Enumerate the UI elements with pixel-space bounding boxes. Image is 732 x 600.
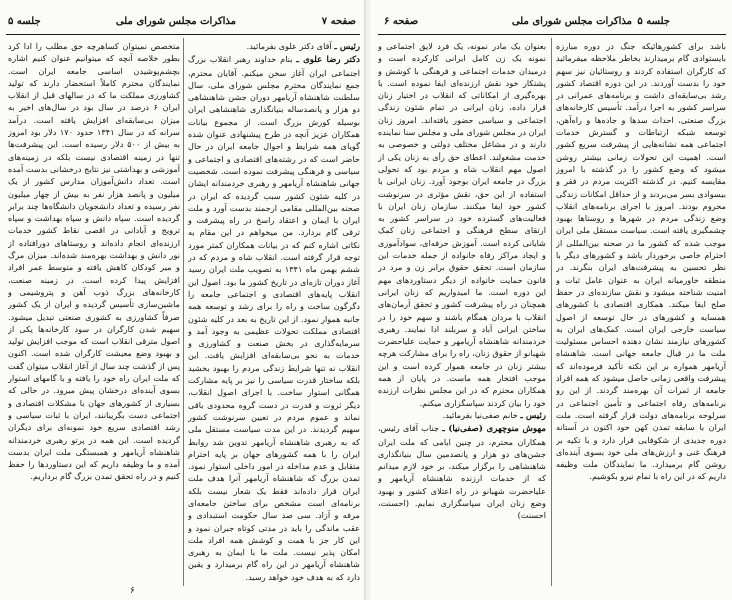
right-page-session: جلسه ۵ (637, 16, 670, 27)
paragraph-text: باشد برای کشورهائیکه جنگ در دوره مبارزه بایستوادی گام برمیدارند بخاطر ملاحظه میفرمائید که کارگران استفاده کردند و روستائیان نیز سهم خود را بدست آوردند. در این دوره اقتصاد کشور رشد بی‌سابقه‌ای داشت و برنامه‌های عمرانی در سراسر کشور به اجرا درآمد. تأسیس کارخانه‌های بزرگ صنعتی، احداث سدها و جاده‌ها و راه‌آهن، توسعه شبکه ارتباطات و گسترش خدمات اجتماعی همه نشانه‌هایی از پیشرفت سریع کشور است. اهمیت این تحولات زمانی بیشتر روشن میشود که وضع کشور را در گذشته با امروز مقایسه کنیم. در گذشته اکثریت مردم در فقر و بیسوادی بسر می‌بردند و از حداقل امکانات زندگی محروم بودند. امروز با اجرای برنامه‌های انقلاب وضع زندگی مردم در شهرها و روستاها بهبود چشمگیری یافته است. سیاست مستقل ملی ایران موجب شده که کشور ما در صحنه بین‌المللی از احترام خاصی برخوردار باشد و کشورهای دیگر با نظر تحسین به پیشرفت‌های ایران بنگرند. در منطقه خاورمیانه ایران به عنوان عامل ثبات و امنیت شناخته میشود و نقش سازنده‌ای در حفظ صلح ایفا میکند. همکاری اقتصادی با کشورهای همسایه و کشورهای در حال توسعه از اصول سیاست خارجی ایران است. کمک‌های ایران به کشورهای نیازمند نشان دهنده احساس مسئولیت ملت ما در قبال جامعه جهانی است. شاهنشاه آریامهر همواره بر این نکته تأکید فرموده‌اند که پیشرفت واقعی زمانی حاصل میشود که همه افراد جامعه از ثمرات آن بهره‌مند گردند. از این رو برنامه‌های رفاه اجتماعی و تأمین اجتماعی در سرلوحه برنامه‌های دولت قرار گرفته است. ملت ایران با سابقه تمدن کهن خود اکنون در آستانه دوره جدیدی از شکوفایی قرار دارد و با تکیه بر فرهنگ غنی و ارزش‌های ملی خود بسوی آینده‌ای روشن گام برمیدارد. ما نمایندگان ملت وظیفه داریم که در این راه با تمام نیرو بکوشیم. (556, 41, 726, 482)
left-page-number: صفحه ۷ (321, 16, 356, 27)
left-page-column-left (8, 40, 180, 588)
paragraph (188, 53, 360, 583)
right-page (370, 0, 732, 600)
right-header-rule (378, 34, 726, 35)
speaker-name: مهوش منوچهری (صفی‌نیا) ـ (442, 424, 546, 435)
left-page-column-right (188, 40, 360, 588)
right-page-title: مذاکرات مجلس شورای ملی (511, 16, 632, 27)
paragraph-text: بنام خداوند رهبر انقلاب بزرگ اجتماعی ایران آغاز سخن میکنم. آقایان محترم، جمع نمایندگان محترم مجلس شورای ملی، سال سلطنت شاهنشاه آریامهر دوران جشن شاهنشاهی دو هزار و پانصدساله بنیانگذاری شاهنشاهی ایران بوسیله کورش بزرگ است. از مجموع بیانات همکاران عزیز آنچه در طرح پیشنهادی عنوان شده گویای همه شرایط و احوال جامعه ایران در حال حاضر است که در رشته‌های اقتصادی و اجتماعی و سیاسی و فرهنگی پیشرفت نموده است. شخصیت جهانی شاهنشاه آریامهر و رهبری خردمندانه ایشان در کلیه شئون کشور سبب گردیده که ایران در صحنه بین‌المللی مقامی ارجمند بدست آورد و ملت ایران با ایمان و اعتقاد راسخ در راه پیشرفت و ترقی گام بردارد. من میخواهم در این مقام به نکاتی اشاره کنم که در بیانات همکاران کمتر مورد توجه قرار گرفته است. انقلاب شاه و مردم که در ششم بهمن ماه ۱۳۴۱ به تصویب ملت ایران رسید آغاز دوران تازه‌ای در تاریخ کشور ما بود. اصول این انقلاب پایه‌های اقتصادی و اجتماعی جامعه را دگرگون ساخت و راه را برای رشد و توسعه همه جانبه هموار نمود. از این تاریخ به بعد در کلیه شئون اقتصادی مملکت تحولات عظیمی به وجود آمد و سرمایه‌گذاری در بخش صنعت و کشاورزی و خدمات به نحو بی‌سابقه‌ای افزایش یافت. این انقلاب نه تنها شرایط زندگی مردم را بهبود بخشید بلکه ساختار قدرت سیاسی را نیز بر پایه مشارکت همگانی استوار ساخت. با اجرای اصول انقلاب، دیگر ثروت و قدرت در دست گروه محدودی باقی نماند و عموم مردم در تعیین سرنوشت کشور سهیم گردیدند. در این مدت سیاست مستقل ملی که به رهبری شاهنشاه آریامهر تدوین شد روابط ایران را با همه کشورهای جهان بر پایه احترام متقابل و عدم مداخله در امور داخلی استوار نمود. تمدن بزرگ که شاهنشاه آریامهر آنرا هدف ملت ایران قرار داده‌اند فقط یک شعار نیست بلکه برنامه‌ای است مشخص برای ساختن جامعه‌ای مرفه و آزاد. سی صد سال حکومت استبدادی و عقب ماندگی را باید در مدتی کوتاه جبران نمود و این کار جز با همت و کوشش همه افراد ملت امکان پذیر نیست. ملت ما با ایمان به رهبری شاهنشاه آریامهر در این راه گام برمیدارد و یقین دارد که به هدف خود خواهد رسید. (188, 54, 360, 582)
right-page-number: صفحه ۶ (384, 16, 419, 27)
right-column-divider (551, 38, 552, 586)
left-header-rule (6, 34, 360, 35)
paragraph-text: متخصص نمیتوان کساهرچه حق مطلب را ادا کرد بطور خلاصه آنچه که میتوانیم عنوان کنیم اشاره بچشم‌پوشیدن اساسی جامعه ایران است. نمایندگان محترم کاملاً استحضار دارند که تولید کشاورزی مملکت ما که در سالهای قبل از انقلاب ایران ۶ درصد در سال بود در سال‌های اخیر به میزان بی‌سابقه‌ای افزایش یافته است. درآمد سرانه که در سال ۱۳۴۱ حدود ۱۷۰ دلار بود امروز به بیش از ۵۰۰ دلار رسیده است. این پیشرفت‌ها تنها در زمینه اقتصادی نیست بلکه در زمینه‌های آموزشی و بهداشتی نیز نتایج درخشانی بدست آمده است. تعداد دانش‌آموزان مدارس کشور از یک میلیون و پانصد هزار نفر به بیش از چهار میلیون نفر رسیده و تعداد دانشجویان دانشگاه‌ها چند برابر گردیده است. سپاه دانش و سپاه بهداشت و سپاه ترویج و آبادانی در اقصی نقاط کشور خدمات ارزنده‌ای انجام داده‌اند و روستاهای دورافتاده از نور دانش و بهداشت بهره‌مند شده‌اند. میزان مرگ و میر کودکان کاهش یافته و متوسط عمر افراد افزایش پیدا کرده است. در زمینه صنعت، کارخانه‌های بزرگ ذوب آهن و پتروشیمی و ماشین‌سازی تأسیس گردیده و ایران از یک کشور صرفاً کشاورزی به کشوری صنعتی تبدیل میشود. سهیم شدن کارگران در سود کارخانه‌ها یکی از اصول مترقی انقلاب است که موجب افزایش تولید و بهبود وضع معیشت کارگران شده است. اکنون پس از گذشت چند سال از آغاز انقلاب میتوان گفت که ملت ایران راه خود را یافته و با گامهای استوار بسوی آینده‌ای درخشان پیش میرود. در حالی که بسیاری از کشورهای جهان با مشکلات اقتصادی و اجتماعی دست بگریبانند، ایران با ثبات سیاسی و رشد اقتصادی سریع خود نمونه‌ای برای دیگران گردیده است. این همه در پرتو رهبری خردمندانه شاهنشاه آریامهر و همبستگی ملت ایران بدست آمده و ما وظیفه داریم که این دستاوردها را حفظ کنیم و در راه تحقق تمدن بزرگ گام برداریم. (8, 41, 180, 482)
left-column-divider (183, 38, 184, 586)
left-page-header (0, 16, 366, 32)
left-page-title: مذاکرات مجلس شورای ملی (115, 16, 236, 27)
paragraph-text: بعنوان یک مادر نمونه، یک فرد لایق اجتماعی و نمونه یک زن کامل ایرانی کارکرده است و درمیدان خدمات اجتماعی و فرهنگی با کوشش و پشتکار خود نقش ارزنده‌ای ایفا نموده است. با بهره‌گیری از امکاناتی که انقلاب در اختیار زنان قرار داده، زنان ایرانی در تمام شئون زندگی اجتماعی و سیاسی حضور یافته‌اند. امروز زنان ایران در مجلس شورای ملی و مجلس سنا نماینده دارند و در مشاغل مختلف دولتی و خصوصی به خدمت مشغولند. اعطای حق رأی به زنان یکی از اصول مهم انقلاب شاه و مردم بود که تحولی بزرگ در جامعه ایران بوجود آورد. زنان ایرانی با استفاده از این حق، نقش مؤثری در سرنوشت کشور خود ایفا میکنند. سازمان زنان ایران با فعالیت‌های گسترده خود در سراسر کشور به ارتقای سطح فرهنگی و اجتماعی زنان کمک شایانی کرده است. آموزش حرفه‌ای، سوادآموزی و ایجاد مراکز رفاه خانواده از جمله خدمات این سازمان است. تحقق حقوق برابر زن و مرد در قانون حمایت خانواده از دیگر دستاوردهای مهم این دوره است. ما امیدواریم که زنان ایرانی همچنان در راه پیشرفت کشور و تحقق آرمان‌های انقلاب با مردان همگام باشند و سهم خود را در ساختن ایرانی آباد و سربلند ادا نمایند. رهبری خردمندانه شاهنشاه آریامهر و حمایت علیاحضرت شهبانو از حقوق زنان، راه را برای مشارکت هرچه بیشتر زنان در جامعه هموار کرده است و این موجب افتخار همه ماست. در پایان از همه همکاران محترم که در این مجلس نظرات ارزنده خود را بیان کردند سپاسگزاری میکنم. (378, 41, 546, 408)
paragraph (378, 409, 546, 422)
speaker-name: رئیس ـ (520, 410, 546, 421)
right-page-column-left (378, 40, 546, 588)
right-page-column-right (556, 40, 726, 588)
speaker-name: رئیس ـ (334, 42, 360, 52)
paragraph (378, 422, 546, 521)
left-folio: ۶ (130, 586, 135, 596)
paragraph-text: خانم صفی‌نیا بفرمائید. (442, 409, 518, 420)
speaker-name: دکتر رضا علوی ـ (296, 55, 360, 66)
left-page-session: جلسه ۵ (8, 16, 41, 27)
right-page-header (370, 16, 732, 32)
paragraph-text: آقای دکتر علوی بفرمائید. (246, 41, 332, 51)
paragraph (188, 40, 360, 53)
paragraph-text: جناب آقای رئیس، همکاران محترم، در چنین ایامی که ملت ایران جشن‌های دو هزار و پانصدمین سال بنیانگذاری شاهنشاهی را برگزار میکند، بر خود لازم میدانم که از خدمات ارزنده شاهنشاه آریامهر و علیاحضرت شهبانو در راه اعتلای کشور و بهبود وضع زنان ایران سپاسگزاری نمایم. (احسنت، احسنت) (378, 423, 546, 521)
